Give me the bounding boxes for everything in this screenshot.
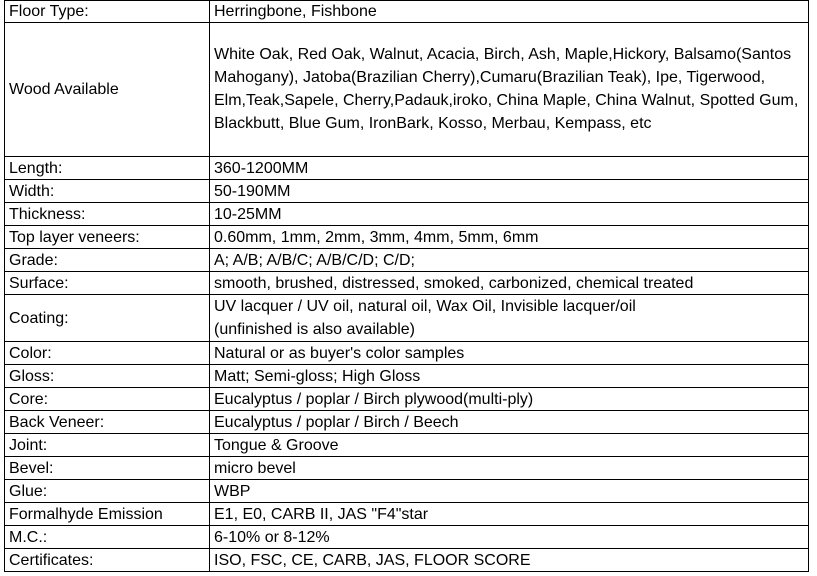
row-label: Thickness:: [5, 203, 210, 226]
table-row: [5, 434, 809, 457]
row-label: Glue:: [5, 480, 210, 503]
row-value: WBP: [210, 480, 809, 503]
table-row: [5, 342, 809, 365]
row-label: Wood Available: [5, 23, 210, 157]
row-value: Natural or as buyer's color samples: [210, 342, 809, 365]
row-value: micro bevel: [210, 457, 809, 480]
coating-line-1: UV lacquer / UV oil, natural oil, Wax Oil, Invisible lacquer/oil: [214, 298, 636, 315]
row-value: 10-25MM: [210, 203, 809, 226]
row-value: Eucalyptus / poplar / Birch / Beech: [210, 411, 809, 434]
table-row: [5, 180, 809, 203]
row-label: Joint:: [5, 434, 210, 457]
row-value: [210, 295, 809, 342]
row-value: Matt; Semi-gloss; High Gloss: [210, 365, 809, 388]
row-label: Width:: [5, 180, 210, 203]
row-label: Top layer veneers:: [5, 226, 210, 249]
row-label: Formalhyde Emission: [5, 503, 210, 526]
row-label: M.C.:: [5, 526, 210, 549]
row-label: Color:: [5, 342, 210, 365]
row-value: ISO, FSC, CE, CARB, JAS, FLOOR SCORE: [210, 549, 809, 572]
row-label: Coating:: [5, 295, 210, 342]
table-row: [5, 272, 809, 295]
row-value: Eucalyptus / poplar / Birch plywood(multi-ply): [210, 388, 809, 411]
row-value: E1, E0, CARB II, JAS "F4"star: [210, 503, 809, 526]
row-label: Certificates:: [5, 549, 210, 572]
table-row: [5, 365, 809, 388]
table-row: [5, 157, 809, 180]
row-value: Herringbone, Fishbone: [210, 1, 809, 23]
table-row: [5, 503, 809, 526]
table-row: [5, 388, 809, 411]
row-label: Grade:: [5, 249, 210, 272]
row-value: smooth, brushed, distressed, smoked, carbonized, chemical treated: [210, 272, 809, 295]
table-row: [5, 480, 809, 503]
row-value: Tongue & Groove: [210, 434, 809, 457]
row-label: Core:: [5, 388, 210, 411]
row-label: Back Veneer:: [5, 411, 210, 434]
table-row: [5, 203, 809, 226]
row-value: 360-1200MM: [210, 157, 809, 180]
row-value: 50-190MM: [210, 180, 809, 203]
row-value: 0.60mm, 1mm, 2mm, 3mm, 4mm, 5mm, 6mm: [210, 226, 809, 249]
row-label: Gloss:: [5, 365, 210, 388]
row-label: Length:: [5, 157, 210, 180]
table-row: [5, 549, 809, 572]
coating-line-2: (unfinished is also available): [214, 321, 415, 338]
row-label: Surface:: [5, 272, 210, 295]
row-value: White Oak, Red Oak, Walnut, Acacia, Birch, Ash, Maple,Hickory, Balsamo(Santos Mahogany), Jatoba(Brazilian Cherry),Cumaru(Brazilian Teak), Ipe, Tigerwood, Elm,Teak,Sapele, Cherry,Padauk,iroko, China Maple, China Walnut, Spotted Gum, Blackbutt, Blue Gum, IronBark, Kosso, Merbau, Kempass, etc: [210, 23, 809, 157]
table-row: [5, 226, 809, 249]
row-value: 6-10% or 8-12%: [210, 526, 809, 549]
table-row: [5, 457, 809, 480]
table-row: [5, 295, 809, 342]
spec-table: [4, 0, 809, 572]
table-row: [5, 1, 809, 23]
row-label: Bevel:: [5, 457, 210, 480]
table-row: [5, 249, 809, 272]
row-value: A; A/B; A/B/C; A/B/C/D; C/D;: [210, 249, 809, 272]
row-label: Floor Type:: [5, 1, 210, 23]
table-row: [5, 526, 809, 549]
table-row: [5, 23, 809, 157]
table-row: [5, 411, 809, 434]
